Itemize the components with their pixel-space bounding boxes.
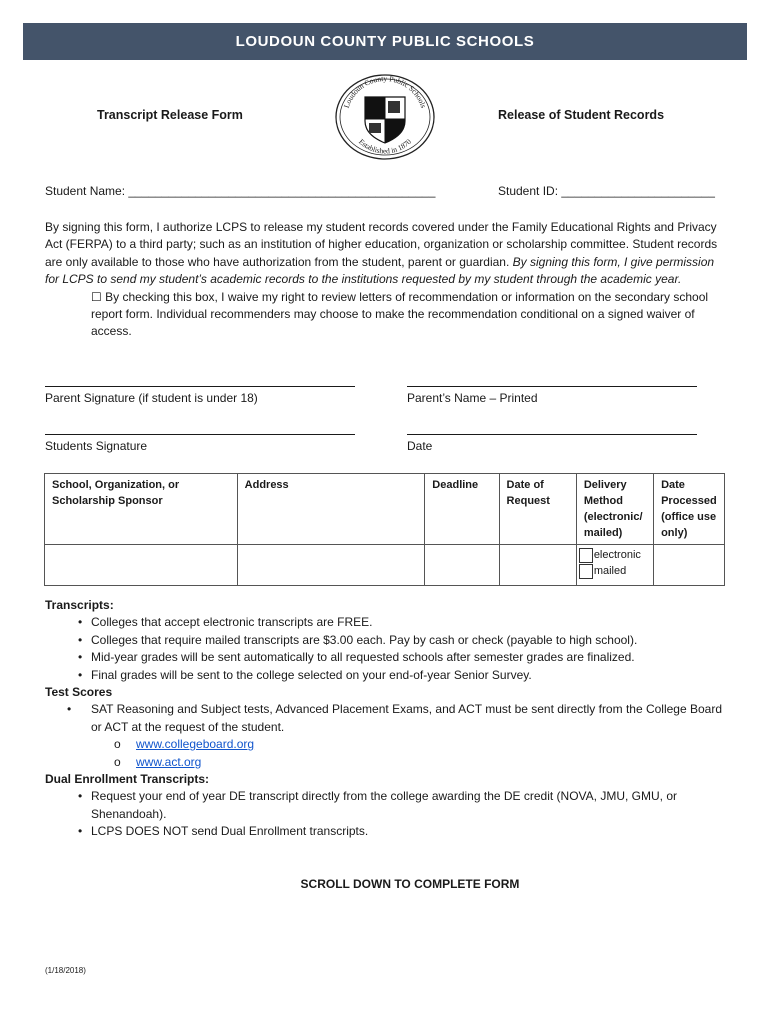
test-scores-heading: Test Scores <box>45 685 113 700</box>
revision-date: (1/18/2018) <box>45 966 86 975</box>
electronic-checkbox[interactable] <box>579 548 593 563</box>
col-deadline-header: Deadline <box>425 474 499 545</box>
list-item: o www.act.org <box>114 754 202 769</box>
address-cell[interactable] <box>237 545 425 586</box>
seal-bottom-text: Established in 1870 <box>356 137 414 156</box>
student-signature-line[interactable] <box>45 433 355 435</box>
collegeboard-link[interactable]: www.collegeboard.org <box>136 737 255 752</box>
mailed-label: mailed <box>593 565 627 577</box>
list-item: • Mid-year grades will be sent automatically to all requested schools after semester grades are finalized. <box>78 650 635 665</box>
records-title: Release of Student Records <box>498 108 665 122</box>
col-request-date-header: Date of Request <box>499 474 576 545</box>
act-link[interactable]: www.act.org <box>136 754 202 769</box>
delivery-cell <box>576 545 653 586</box>
student-signature-label: Students Signature <box>45 439 148 453</box>
parent-name-line[interactable] <box>407 385 697 387</box>
col-address-header: Address <box>237 474 425 545</box>
header-banner <box>23 23 747 60</box>
list-item: • LCPS DOES NOT send Dual Enrollment transcripts. <box>78 824 369 839</box>
seal-top-text: Loudoun County Public Schools <box>341 73 429 110</box>
deadline-cell[interactable] <box>425 545 499 586</box>
transcripts-list <box>45 614 735 684</box>
list-item: • SAT Reasoning and Subject tests, Advanced Placement Exams, and ACT must be sent directly from the College Board or ACT at the request of the student. <box>67 702 723 734</box>
waiver-text: By checking this box, I waive my right to review letters of recommendation or information on the secondary school report form. Individual recommenders may choose to make the recommendation conditional on a signed waiver of access. <box>91 289 709 339</box>
list-item: • Colleges that require mailed transcripts are $3.00 each. Pay by cash or check (payable to high school). <box>78 632 638 647</box>
dual-enrollment-heading: Dual Enrollment Transcripts: <box>45 772 210 787</box>
form-title: Transcript Release Form <box>97 108 243 122</box>
parent-signature-label: Parent Signature (if student is under 18) <box>45 391 258 405</box>
delivery-option-mailed[interactable] <box>579 563 651 579</box>
list-item: • Colleges that accept electronic transcripts are FREE. <box>78 615 373 630</box>
parent-signature-line[interactable] <box>45 385 355 387</box>
waiver-checkbox[interactable]: ☐ <box>91 289 102 304</box>
table-row <box>45 545 725 586</box>
student-id-field[interactable]: Student ID: _______________________ <box>498 184 715 198</box>
date-label: Date <box>407 439 433 453</box>
test-links-list <box>45 736 735 771</box>
mailed-checkbox[interactable] <box>579 564 593 579</box>
test-scores-list <box>45 701 735 736</box>
col-school-header: School, Organization, or Scholarship Sponsor <box>45 474 238 545</box>
electronic-label: electronic <box>593 549 641 561</box>
col-processed-header: Date Processed (office use only) <box>654 474 725 545</box>
transcripts-heading: Transcripts: <box>45 598 114 612</box>
dual-enrollment-list <box>45 788 735 840</box>
student-name-field[interactable]: Student Name: ______________________________________________ <box>45 184 436 198</box>
school-seal-logo <box>333 73 437 161</box>
table-header-row <box>45 474 725 545</box>
district-title: LOUDOUN COUNTY PUBLIC SCHOOLS <box>235 33 535 50</box>
parent-name-label: Parent’s Name – Printed <box>407 391 538 405</box>
date-line[interactable] <box>407 433 697 435</box>
authorization-text: By signing this form, I authorize LCPS to release my student records covered under the Family Educational Rights and Privacy Act (FERPA) to a third party; such as an institution of higher education, organization or scholarship committee. Student records are only available to those who have authorization from the student, parent or guardian. <box>45 220 718 269</box>
info-section <box>45 597 735 841</box>
waiver-row <box>45 289 725 341</box>
list-item: o www.collegeboard.org <box>114 737 255 752</box>
delivery-option-electronic[interactable] <box>579 547 651 563</box>
col-delivery-header: Delivery Method (electronic/ mailed) <box>576 474 653 545</box>
permission-text: By signing this form, I give permission for LCPS to send my student’s academic records to the institutions requested by my student through the academic year. <box>45 254 715 287</box>
school-cell[interactable] <box>45 545 238 586</box>
authorization-paragraph <box>45 219 725 341</box>
request-table <box>44 473 725 586</box>
scroll-note: SCROLL DOWN TO COMPLETE FORM <box>300 877 520 891</box>
request-date-cell[interactable] <box>499 545 576 586</box>
list-item: • Final grades will be sent to the college selected on your end-of-year Senior Survey. <box>78 667 532 682</box>
list-item: • Request your end of year DE transcript directly from the college awarding the DE credit (NOVA, JMU, GMU, or Shenandoah). <box>78 789 677 821</box>
processed-cell <box>654 545 725 586</box>
